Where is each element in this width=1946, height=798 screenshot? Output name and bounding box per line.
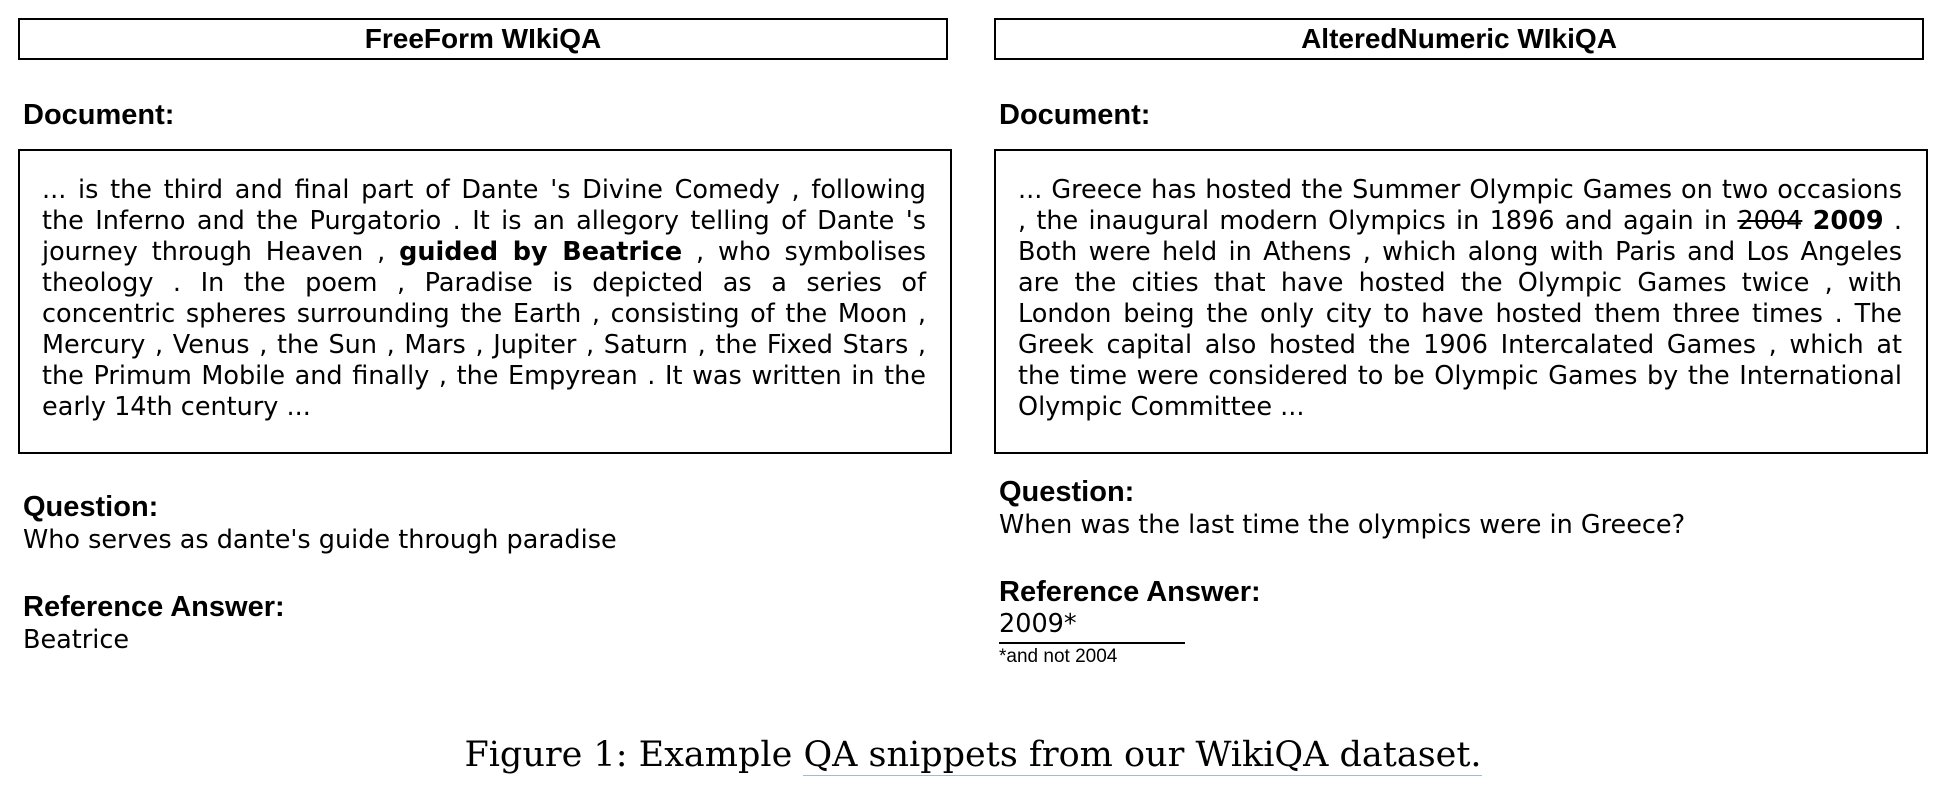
altered-value: 2009: [1812, 206, 1884, 236]
document-heading: Document:: [999, 99, 1151, 131]
panel-title: AlteredNumeric WIkiQA: [994, 18, 1924, 60]
document-box: [18, 149, 952, 454]
answer-text: 2009*: [999, 609, 1077, 639]
answer-text: Beatrice: [23, 625, 130, 655]
panel-title: FreeForm WIkiQA: [18, 18, 948, 60]
freeform-wikiqa-panel: [18, 0, 952, 700]
question-text: When was the last time the olympics were in Greece?: [999, 510, 1686, 540]
document-text-post: . Both were held in Athens , which along with Paris and Los Angeles are the cities that have hosted the Olympic Games twice , with London being the only city to have hosted them three times . The Greek capital also hosted the 1906 Intercalated Games , which at the time were considered to be Olympic Games by the International Olympic Committee ...: [1018, 206, 1902, 422]
caption-text-start: Example: [638, 735, 793, 775]
document-text-pre: ... Greece has hosted the Summer Olympic Games on two occasions , the inaugural modern Olympics in 1896 and again in: [1018, 175, 1902, 236]
document-box: [994, 149, 1928, 454]
alterednumeric-wikiqa-panel: [994, 0, 1928, 700]
question-heading: Question:: [999, 476, 1135, 508]
question-heading: Question:: [23, 491, 159, 523]
document-heading: Document:: [23, 99, 175, 131]
struck-original-value: 2004: [1737, 206, 1803, 236]
answer-heading: Reference Answer:: [999, 576, 1261, 608]
footnote: *and not 2004: [999, 646, 1118, 667]
caption-label: Figure 1:: [464, 735, 628, 775]
document-text-pre: ... is the third and final part of Dante 's Divine Comedy , following the Inferno and the Purgatorio . It is an allegory telling of Dante 's journey through Heaven ,: [42, 175, 926, 267]
footnote-rule: [999, 642, 1185, 644]
document-text: [1018, 175, 1902, 423]
document-text: [42, 175, 926, 423]
caption-text-rest: QA snippets from our WikiQA dataset.: [803, 735, 1482, 775]
question-text: Who serves as dante's guide through paradise: [23, 525, 617, 555]
answer-heading: Reference Answer:: [23, 591, 285, 623]
answer-span: guided by Beatrice: [399, 237, 683, 267]
figure-caption: [0, 733, 1946, 777]
document-text-post: , who symbolises theology . In the poem , Paradise is depicted as a series of concentric spheres surrounding the Earth , consisting of the Moon , Mercury , Venus , the Sun , Mars , Jupiter , Saturn , the Fixed Stars , the Primum Mobile and finally , the Empyrean . It was written in the early 14th century ...: [42, 237, 926, 422]
